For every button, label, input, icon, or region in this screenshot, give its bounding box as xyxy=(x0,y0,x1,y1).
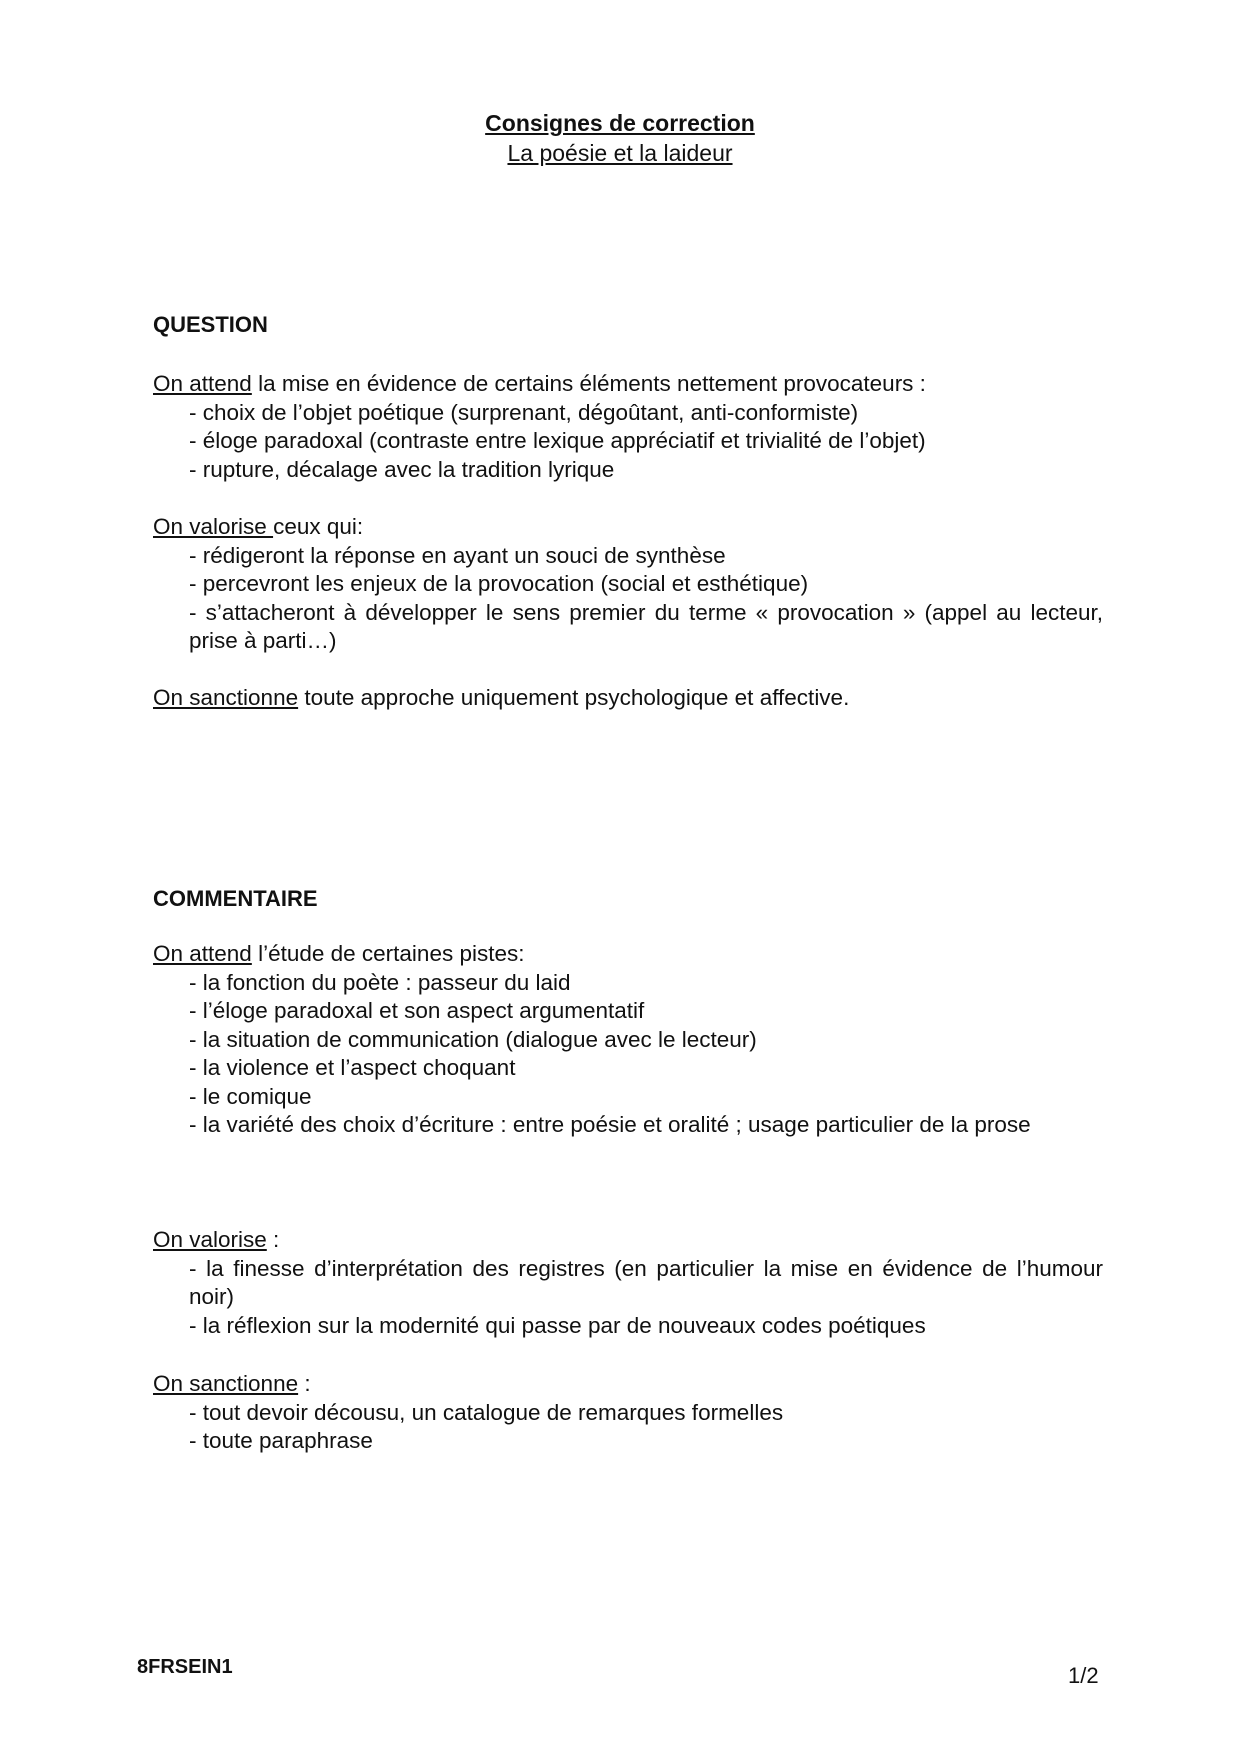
commentaire-sanctionne-label: On sanctionne xyxy=(153,1371,299,1396)
list-item: - la finesse d’interprétation des registres (en particulier la mise en évidence de l’humour noir) xyxy=(189,1255,1103,1309)
commentaire-sanctionne-text: : xyxy=(298,1371,311,1396)
question-valorise-label: On valorise xyxy=(153,514,274,539)
list-item: - l’éloge paradoxal et son aspect argumentatif xyxy=(189,998,645,1023)
commentaire-sanctionne-block xyxy=(153,1370,1103,1456)
question-attend-lead xyxy=(153,370,1103,399)
commentaire-attend-text: l’étude de certaines pistes: xyxy=(251,941,525,966)
page-number: 1/2 xyxy=(1068,1663,1099,1688)
commentaire-valorise-list xyxy=(153,1255,1103,1341)
question-attend-text: la mise en évidence de certains éléments nettement provocateurs : xyxy=(251,371,926,396)
commentaire-heading: COMMENTAIRE xyxy=(153,886,318,911)
document-subtitle: La poésie et la laideur xyxy=(507,140,733,166)
question-valorise-text: ceux qui: xyxy=(273,514,364,539)
document-title: Consignes de correction xyxy=(485,110,755,136)
commentaire-attend-lead xyxy=(153,940,1103,969)
list-item: - toute paraphrase xyxy=(189,1428,373,1453)
list-item: - la réflexion sur la modernité qui passe par de nouveaux codes poétiques xyxy=(189,1312,926,1338)
commentaire-valorise-lead xyxy=(153,1226,1103,1255)
question-sanctionne-lead xyxy=(153,684,1103,713)
commentaire-sanctionne-list xyxy=(153,1399,1103,1456)
list-item: - percevront les enjeux de la provocation (social et esthétique) xyxy=(189,571,809,596)
list-item: - rupture, décalage avec la tradition lyrique xyxy=(189,456,615,482)
question-valorise-list xyxy=(153,542,1103,656)
list-item: - le comique xyxy=(189,1083,312,1109)
question-attend-list xyxy=(153,399,1103,485)
list-item: - s’attacheront à développer le sens premier du terme « provocation » (appel au lecteur, prise à parti…) xyxy=(189,599,1103,653)
commentaire-valorise-label: On valorise xyxy=(153,1227,267,1252)
list-item: - rédigeront la réponse en ayant un souci de synthèse xyxy=(189,542,726,568)
commentaire-attend-list xyxy=(153,969,1103,1140)
list-item: - la violence et l’aspect choquant xyxy=(189,1055,516,1080)
commentaire-attend-label: On attend xyxy=(153,941,252,966)
document-code: 8FRSEIN1 xyxy=(137,1656,233,1678)
question-sanctionne-label: On sanctionne xyxy=(153,685,299,710)
question-heading: QUESTION xyxy=(153,312,268,337)
list-item: - la fonction du poète : passeur du laid xyxy=(189,969,571,995)
question-sanctionne-block xyxy=(153,684,1103,713)
question-sanctionne-text: toute approche uniquement psychologique et affective. xyxy=(298,685,850,710)
list-item: - la variété des choix d’écriture : entre poésie et oralité ; usage particulier de la prose xyxy=(189,1112,1031,1137)
question-attend-block xyxy=(153,370,1103,484)
list-item: - la situation de communication (dialogue avec le lecteur) xyxy=(189,1026,757,1052)
commentaire-valorise-text: : xyxy=(266,1227,280,1252)
commentaire-attend-block xyxy=(153,940,1103,1140)
list-item: - choix de l’objet poétique (surprenant, dégoûtant, anti-conformiste) xyxy=(189,399,859,425)
commentaire-valorise-block xyxy=(153,1226,1103,1340)
commentaire-sanctionne-lead xyxy=(153,1370,1103,1399)
question-valorise-lead xyxy=(153,513,1103,542)
question-attend-label: On attend xyxy=(153,371,252,396)
question-valorise-block xyxy=(153,513,1103,656)
list-item: - tout devoir décousu, un catalogue de remarques formelles xyxy=(189,1399,784,1425)
list-item: - éloge paradoxal (contraste entre lexique appréciatif et trivialité de l’objet) xyxy=(189,428,926,453)
